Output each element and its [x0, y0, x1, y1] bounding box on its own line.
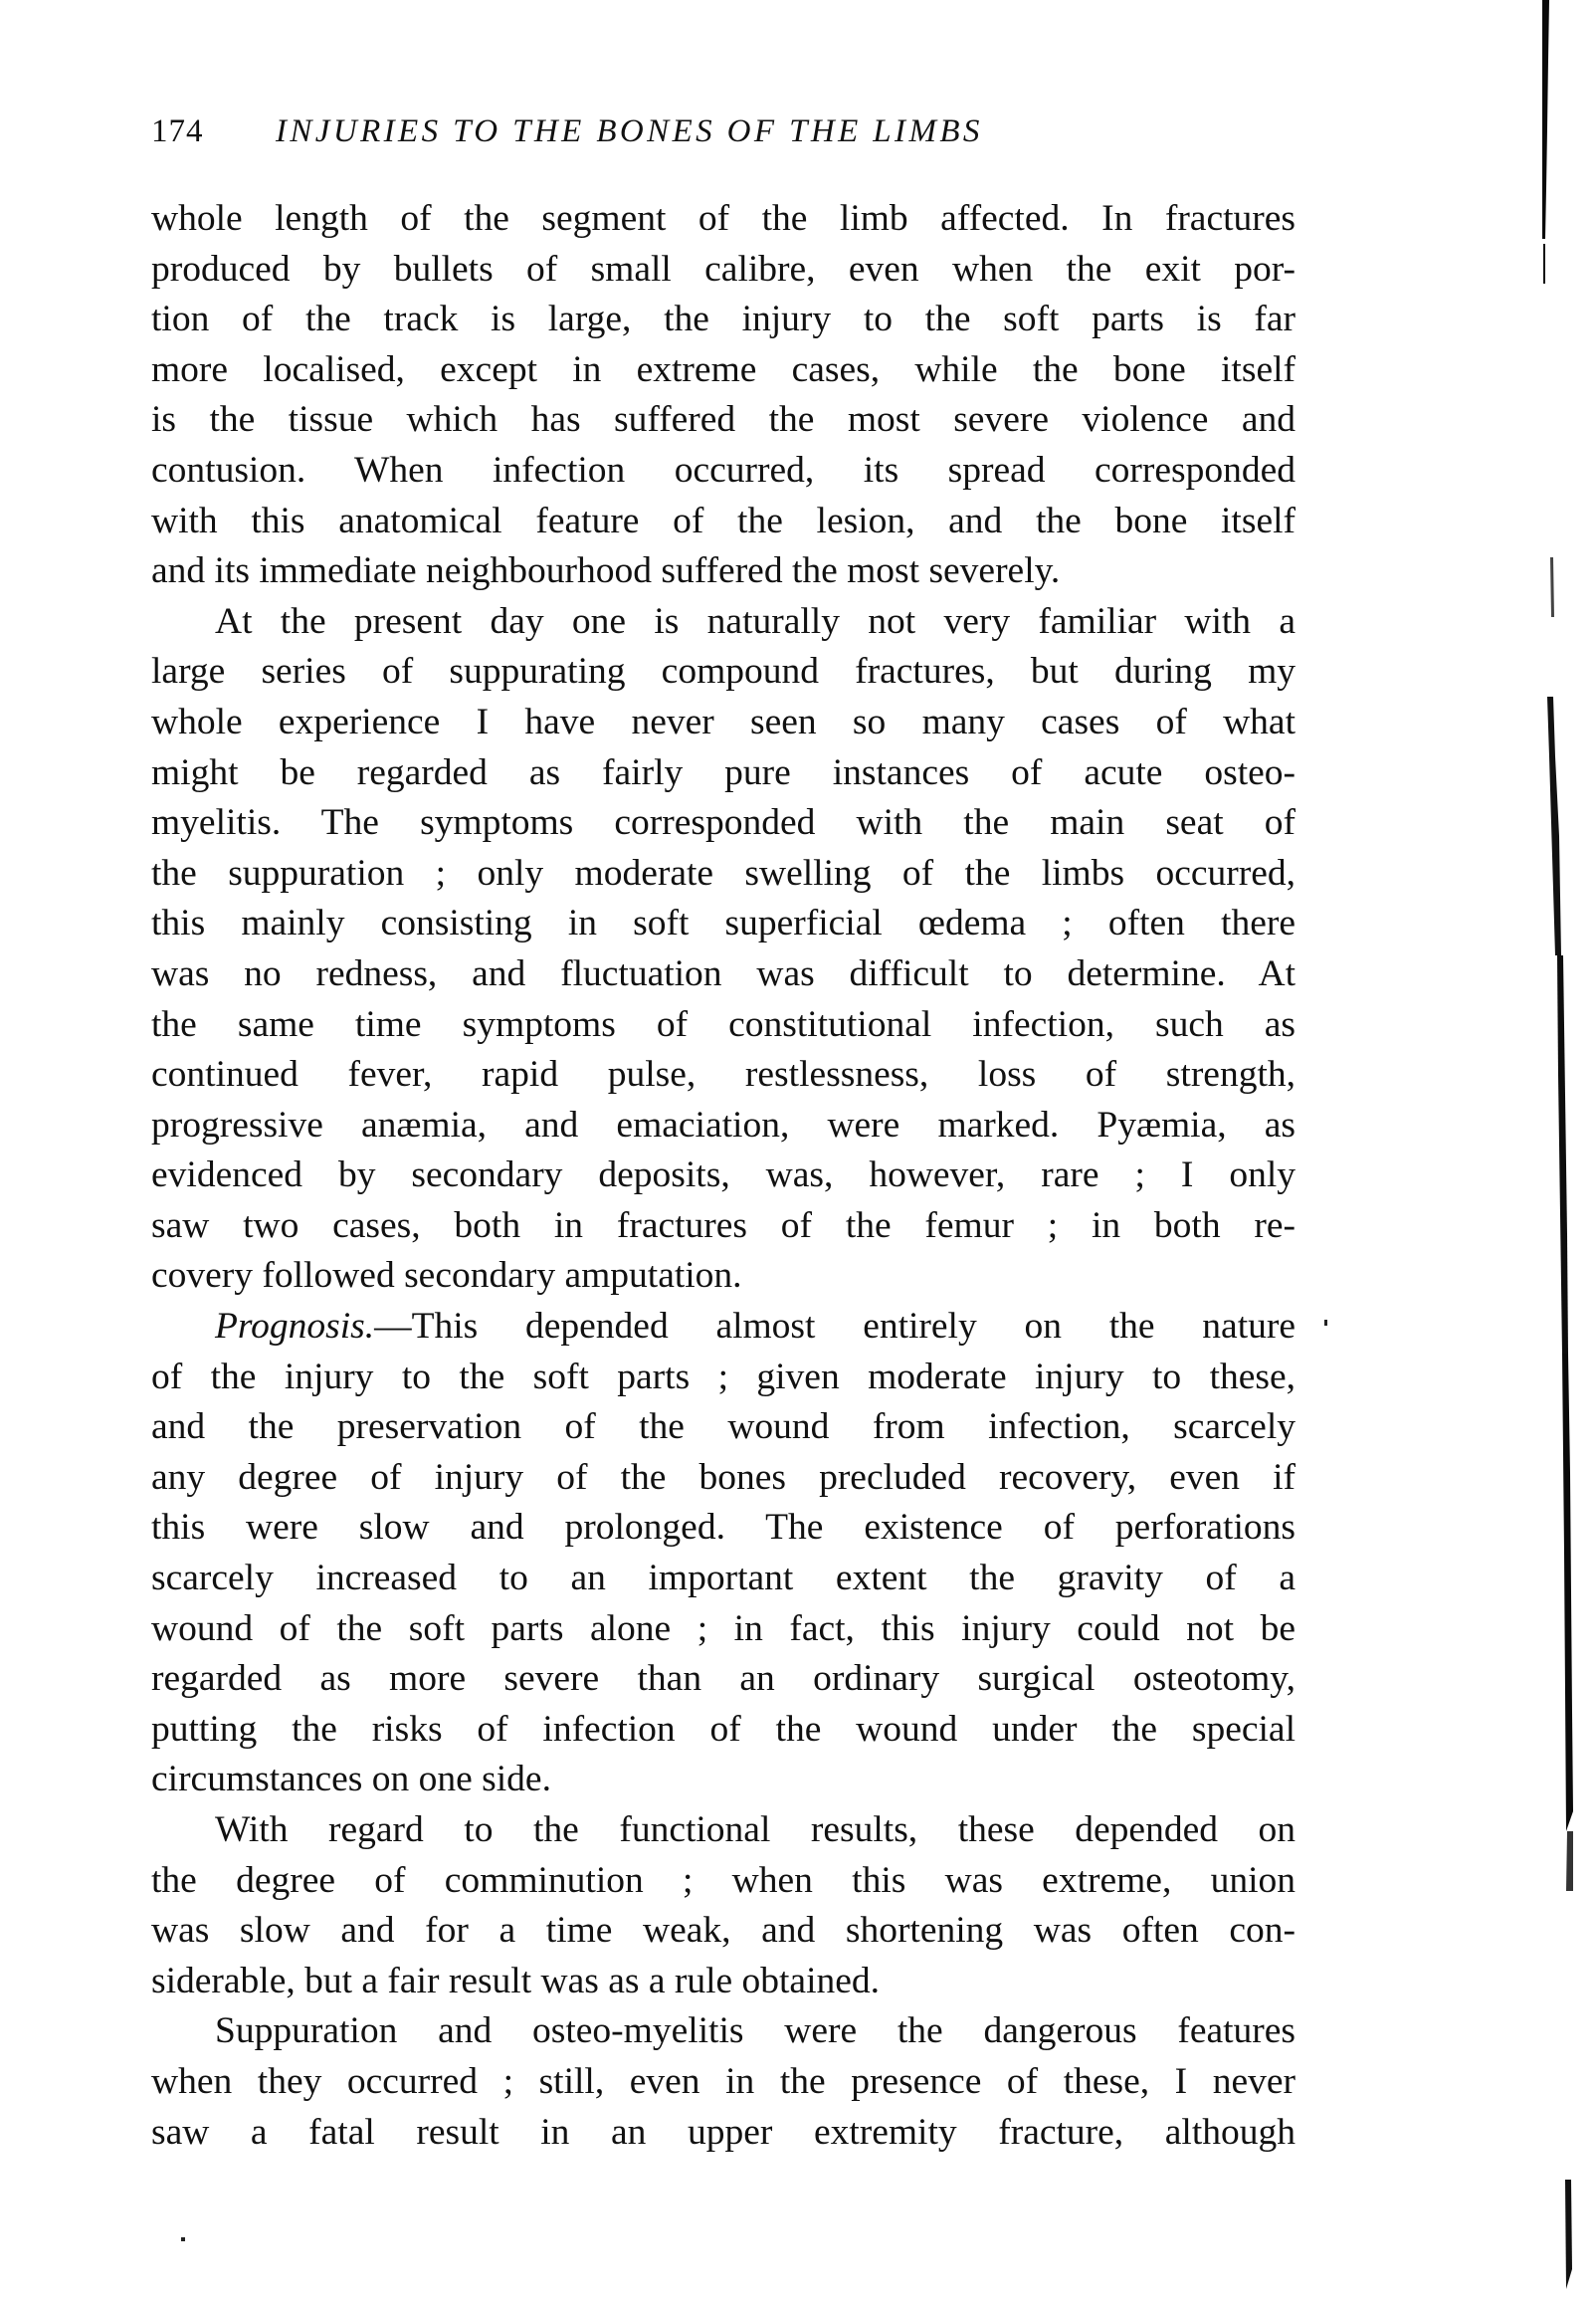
- text-line: contusion. When infection occurred, its spread corresponded: [151, 449, 1296, 491]
- text-line: this were slow and prolonged. The existence of perforations: [151, 1507, 1296, 1549]
- text-line: when they occurred ; still, even in the presence of these, I never: [151, 2060, 1296, 2102]
- scanned-binding-edge: [1537, 0, 1577, 2304]
- text-line: is the tissue which has suffered the most severe violence and: [151, 399, 1296, 441]
- text-line: this mainly consisting in soft superficial œdema ; often there: [151, 903, 1296, 944]
- paragraph-start-line: With regard to the functional results, these depended on: [215, 1809, 1296, 1850]
- text-line: and its immediate neighbourhood suffered the most severely.: [151, 550, 1061, 592]
- text-line: wound of the soft parts alone ; in fact, this injury could not be: [151, 1607, 1296, 1649]
- text-line: tion of the track is large, the injury to the soft parts is far: [151, 299, 1296, 340]
- text-line: any degree of injury of the bones precluded recovery, even if: [151, 1456, 1296, 1498]
- text-line: produced by bullets of small calibre, even when the exit por-: [151, 248, 1296, 290]
- prognosis-line: [151, 1302, 1296, 1353]
- text-line: regarded as more severe than an ordinary surgical osteotomy,: [151, 1658, 1296, 1700]
- text-line: scarcely increased to an important extent the gravity of a: [151, 1558, 1296, 1599]
- scan-speck: [181, 2237, 185, 2241]
- paragraph-start-line: At the present day one is naturally not very familiar with a: [215, 600, 1296, 642]
- text-line: more localised, except in extreme cases, while the bone itself: [151, 348, 1296, 390]
- text-line: saw two cases, both in fractures of the femur ; in both re-: [151, 1204, 1296, 1246]
- body-text: [151, 194, 1296, 2158]
- text-line: the degree of comminution ; when this was extreme, union: [151, 1859, 1296, 1901]
- page-number: 174: [151, 113, 204, 149]
- chapter-title: INJURIES TO THE BONES OF THE LIMBS: [276, 113, 983, 149]
- text-line: large series of suppurating compound fractures, but during my: [151, 651, 1296, 693]
- running-head: [151, 109, 1296, 153]
- text-line: the same time symptoms of constitutional infection, such as: [151, 1003, 1296, 1045]
- text-line: myelitis. The symptoms corresponded with the main seat of: [151, 802, 1296, 844]
- text-line: of the injury to the soft parts ; given moderate injury to these,: [151, 1356, 1296, 1397]
- text-line: continued fever, rapid pulse, restlessness, loss of strength,: [151, 1054, 1296, 1096]
- text-line: with this anatomical feature of the lesion, and the bone itself: [151, 500, 1296, 541]
- text-line: was slow and for a time weak, and shortening was often con-: [151, 1910, 1296, 1952]
- text-line: saw a fatal result in an upper extremity fracture, although: [151, 2111, 1296, 2153]
- text-line: progressive anæmia, and emaciation, were marked. Pyæmia, as: [151, 1104, 1296, 1146]
- text-line: might be regarded as fairly pure instances of acute osteo-: [151, 751, 1296, 793]
- text-line: and the preservation of the wound from infection, scarcely: [151, 1406, 1296, 1448]
- prognosis-text: —This depended almost entirely on the nature: [374, 1306, 1296, 1348]
- paragraph-start-line: Suppuration and osteo-myelitis were the dangerous features: [215, 2010, 1296, 2052]
- prognosis-heading: Prognosis.: [215, 1306, 375, 1348]
- text-line: evidenced by secondary deposits, was, however, rare ; I only: [151, 1154, 1296, 1196]
- scan-speck: [1324, 1320, 1327, 1326]
- text-line: putting the risks of infection of the wound under the special: [151, 1708, 1296, 1750]
- text-line: covery followed secondary amputation.: [151, 1255, 742, 1297]
- text-line: was no redness, and fluctuation was difficult to determine. At: [151, 952, 1296, 994]
- text-line: siderable, but a fair result was as a rule obtained.: [151, 1960, 881, 2001]
- text-line: whole experience I have never seen so many cases of what: [151, 701, 1296, 742]
- text-line: the suppuration ; only moderate swelling of the limbs occurred,: [151, 852, 1296, 894]
- text-line: whole length of the segment of the limb affected. In fractures: [151, 198, 1296, 239]
- text-line: circumstances on one side.: [151, 1759, 551, 1800]
